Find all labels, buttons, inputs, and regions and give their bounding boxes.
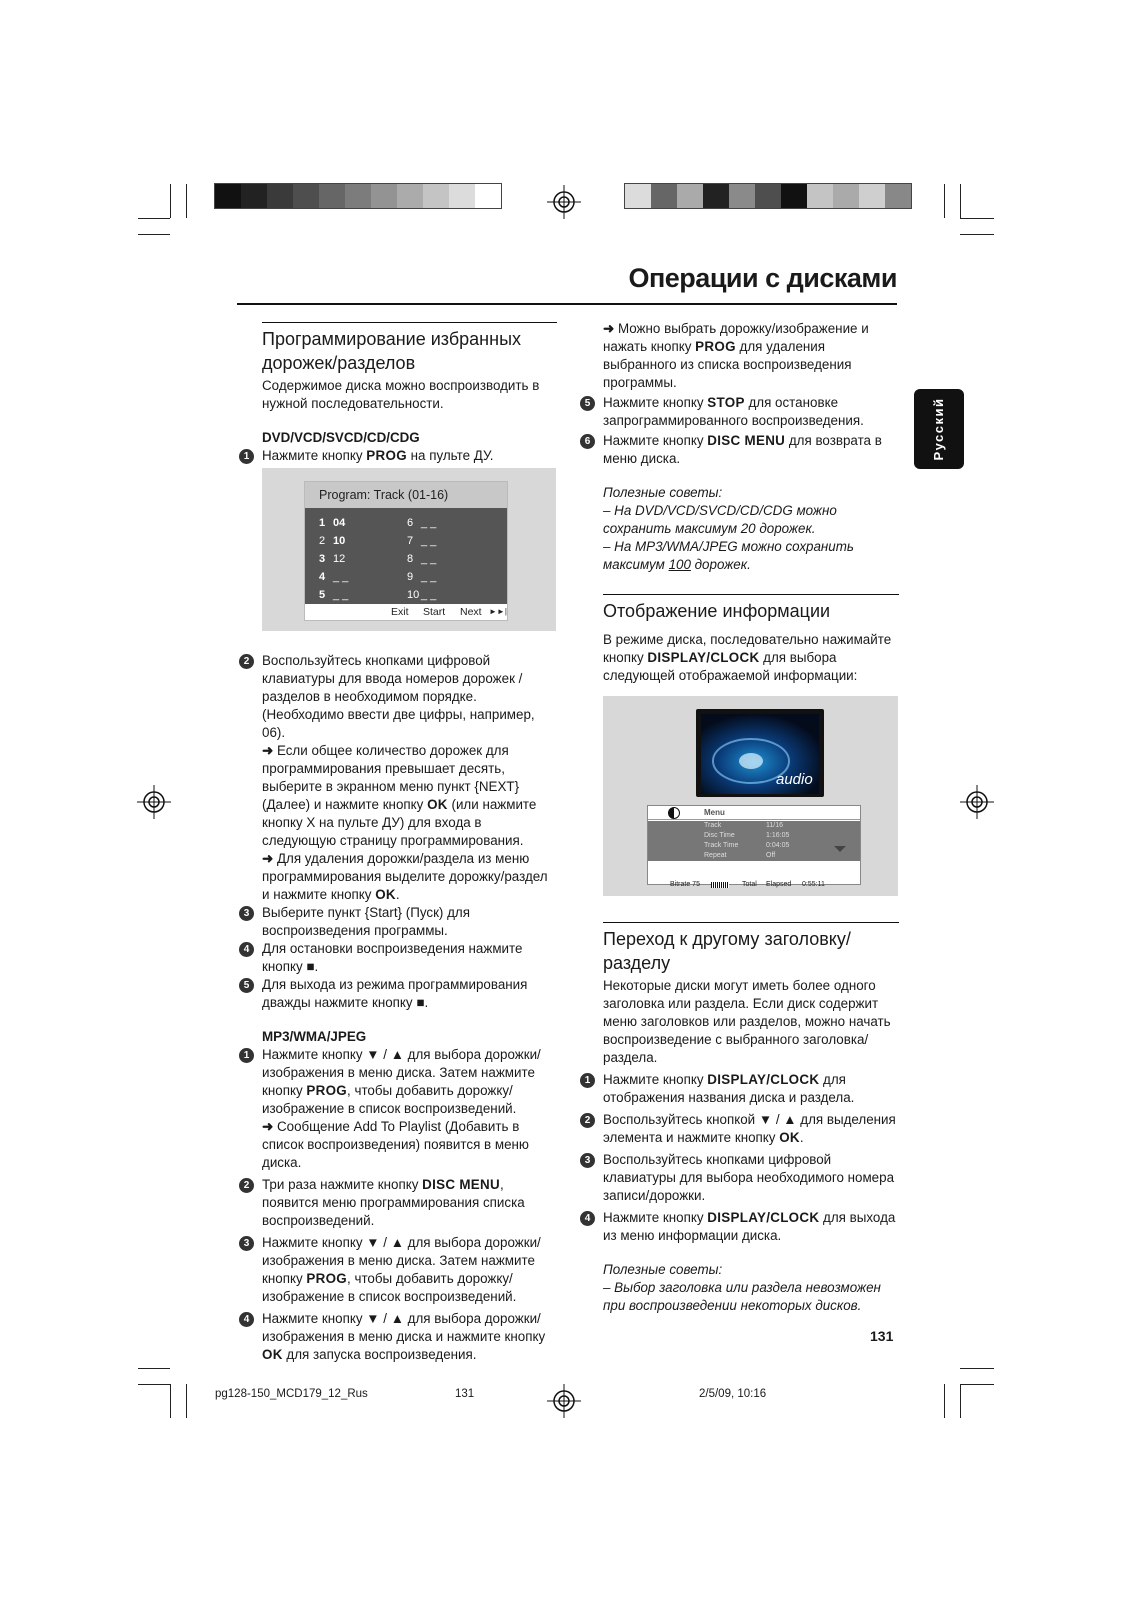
step-text: Для остановки воспроизведения нажмите кнопку ■. xyxy=(262,941,523,974)
crop-mark xyxy=(944,184,945,218)
tip-number: 100 xyxy=(668,557,691,572)
step-number-icon: 4 xyxy=(239,1312,254,1327)
color-swatch xyxy=(859,184,885,208)
program-slot-value: _ _ xyxy=(421,517,437,529)
program-slot-value: _ _ xyxy=(333,589,349,601)
color-swatch xyxy=(703,184,729,208)
program-slot-number: 9 xyxy=(407,571,414,583)
key-display-clock: DISPLAY/CLOCK xyxy=(647,650,760,665)
program-list-right xyxy=(407,514,436,604)
color-swatch xyxy=(781,184,807,208)
footer-file: pg128-150_MCD179_12_Rus xyxy=(215,1388,368,1400)
color-swatch xyxy=(293,184,319,208)
key-prog: PROG xyxy=(306,1083,348,1098)
next-button[interactable]: Next xyxy=(460,606,482,618)
crop-mark xyxy=(138,1384,170,1385)
program-slot-number: 3 xyxy=(319,553,326,565)
step-number-icon: 5 xyxy=(580,396,595,411)
step-number-icon: 2 xyxy=(239,654,254,669)
info-text xyxy=(603,631,899,685)
tips-title: Полезные советы: xyxy=(603,485,723,500)
info-menu-header xyxy=(648,806,860,820)
step-text: Нажмите кнопку xyxy=(603,433,708,448)
color-swatch xyxy=(833,184,859,208)
program-slot-value: 12 xyxy=(333,553,346,565)
info-screen-panel xyxy=(603,696,898,896)
crop-mark xyxy=(960,184,961,218)
crop-mark xyxy=(138,218,170,219)
crop-mark xyxy=(186,184,187,218)
program-list-left xyxy=(319,514,348,604)
program-slot-value: _ _ xyxy=(421,535,437,547)
color-swatch xyxy=(885,184,911,208)
tip-text: дорожек. xyxy=(690,557,751,572)
step-text: Три раза нажмите кнопку xyxy=(262,1177,423,1192)
language-tab-label: Русский xyxy=(931,397,946,461)
registration-mark-icon xyxy=(960,785,994,819)
program-slot-number: 1 xyxy=(319,517,326,529)
step-number-icon: 6 xyxy=(580,434,595,449)
info-text-part: для выбора следующей отображаемой информации: xyxy=(603,650,858,683)
arrow-icon: ➜ xyxy=(262,851,277,866)
section-title-line: дорожек/разделов xyxy=(262,353,416,373)
left-column-steps xyxy=(243,652,557,1364)
step-text: Выберите пункт {Start} (Пуск) для воспроизведения программы. xyxy=(262,905,470,938)
info-menu-rows xyxy=(648,821,860,861)
color-swatch xyxy=(449,184,475,208)
step-text: Нажмите кнопку ▼ / ▲ для выбора дорожки/ изображения в меню диска. Затем нажмите кнопку xyxy=(262,1235,541,1286)
mp3-step-2 xyxy=(243,1176,557,1230)
program-screen-title: Program: Track (01-16) xyxy=(305,482,507,508)
key-ok: OK xyxy=(375,887,396,902)
registration-mark-icon xyxy=(547,185,581,219)
menu-icon xyxy=(668,807,680,819)
bitrate-label: Bitrate 75 xyxy=(670,881,700,888)
next-icon: ►►| xyxy=(489,607,507,616)
step-text: для запуска воспроизведения. xyxy=(282,1347,477,1362)
key-prog: PROG xyxy=(366,448,407,463)
step-4 xyxy=(243,940,557,976)
menu-label: Menu xyxy=(704,808,725,817)
program-slot-value: 10 xyxy=(333,535,346,547)
crop-mark xyxy=(960,1384,961,1418)
step-text: Воспользуйтесь кнопками цифровой клавиатуры для выбора необходимого номера записи/дорожки. xyxy=(603,1152,895,1203)
step-text: Нажмите кнопку xyxy=(603,395,708,410)
goto-step-1 xyxy=(584,1071,899,1107)
goto-step-2 xyxy=(584,1111,899,1147)
info-row xyxy=(648,841,860,851)
goto-intro: Некоторые диски могут иметь более одного заголовка или раздела. Если диск содержит меню заголовков или разделов, можно начать воспроизведение с выбранного заголовка/раздела. xyxy=(603,978,891,1065)
program-slot-number: 7 xyxy=(407,535,414,547)
goto-step-3 xyxy=(584,1151,899,1205)
program-row[interactable] xyxy=(407,550,436,568)
program-slot-number: 5 xyxy=(319,589,326,601)
step-5-right xyxy=(584,394,899,430)
note-text: . xyxy=(395,887,400,902)
step-text: для остановке запрограммированного воспроизведения. xyxy=(603,395,864,428)
section-title-line: разделу xyxy=(603,953,671,973)
right-column-goto xyxy=(584,922,899,1315)
program-slot-number: 8 xyxy=(407,553,414,565)
program-slot-value: _ _ xyxy=(421,589,437,601)
step-text: Воспользуйтесь кнопкой ▼ / ▲ для выделения элемента и нажмите кнопку xyxy=(603,1112,896,1145)
key-disc-menu: DISC MENU xyxy=(707,433,786,448)
step-5 xyxy=(243,976,557,1012)
info-text-part: В режиме диска, последовательно нажимайте кнопку xyxy=(603,632,892,665)
footer-date: 2/5/09, 10:16 xyxy=(699,1388,767,1400)
arrow-icon: ➜ xyxy=(262,743,277,758)
program-screen-buttons xyxy=(305,604,507,620)
step-text: для отображения названия диска и раздела. xyxy=(603,1072,855,1105)
program-row[interactable] xyxy=(319,550,348,568)
info-row xyxy=(648,821,860,831)
key-ok: OK xyxy=(779,1130,800,1145)
crop-mark xyxy=(960,1384,994,1385)
program-slot-number: 2 xyxy=(319,535,326,547)
color-swatch xyxy=(215,184,241,208)
color-swatch xyxy=(267,184,293,208)
intro-text: Содержимое диска можно воспроизводить в нужной последовательности. xyxy=(262,378,540,411)
note-text: для удаления выбранного из списка воспроизведения программы. xyxy=(603,339,852,390)
step-number-icon: 3 xyxy=(239,1236,254,1251)
crop-mark xyxy=(170,184,171,218)
program-row[interactable] xyxy=(407,568,436,586)
info-row-label: Disc Time xyxy=(704,832,735,839)
right-column xyxy=(584,320,899,685)
color-bar-right xyxy=(624,183,912,209)
subhead-mp3: MP3/WMA/JPEG xyxy=(262,1029,367,1044)
program-screen-panel xyxy=(262,468,556,631)
info-row-label: Track Time xyxy=(704,842,739,849)
registration-mark-icon xyxy=(137,785,171,819)
tip-2 xyxy=(603,538,899,574)
program-row[interactable] xyxy=(407,532,436,550)
section-title-goto xyxy=(603,922,899,975)
note-delete xyxy=(262,850,557,904)
color-swatch xyxy=(729,184,755,208)
key-prog: PROG xyxy=(306,1271,348,1286)
info-row-label: Repeat xyxy=(704,852,727,859)
section-title-info: Отображение информации xyxy=(603,594,899,623)
step-text: , появится меню программирования списка воспроизведений. xyxy=(262,1177,525,1228)
mp3-step-4 xyxy=(243,1310,557,1364)
program-slot-number: 6 xyxy=(407,517,414,529)
step-number-icon: 4 xyxy=(580,1211,595,1226)
step-number-icon: 1 xyxy=(239,449,254,464)
crop-mark xyxy=(944,1384,945,1418)
program-row[interactable] xyxy=(319,586,348,604)
step-text: , чтобы добавить дорожку/ изображение в список воспроизведений. xyxy=(262,1083,517,1116)
step-text: Воспользуйтесь кнопками цифровой клавиатуры для ввода номеров дорожек /разделов в необходимом порядке. (Необходимо ввести две цифры, например, 06). xyxy=(262,653,535,740)
color-swatch xyxy=(345,184,371,208)
step-text: Нажмите кнопку xyxy=(603,1072,708,1087)
step-text: для возврата в меню диска. xyxy=(603,433,882,466)
goto-step-4 xyxy=(584,1209,899,1245)
info-row-value: 0:04:05 xyxy=(766,842,790,849)
step-6-right xyxy=(584,432,899,468)
step-number-icon: 2 xyxy=(239,1178,254,1193)
program-screen xyxy=(304,481,508,621)
info-row xyxy=(648,851,860,861)
info-row-value: Off xyxy=(766,852,776,859)
program-slot-number: 10 xyxy=(407,589,420,601)
color-bar-left xyxy=(214,183,502,209)
tips-block xyxy=(603,484,899,574)
key-ok: OK xyxy=(262,1347,283,1362)
note-next-page xyxy=(262,742,557,850)
step-text: Нажмите кнопку xyxy=(603,1210,708,1225)
program-row[interactable] xyxy=(407,586,436,604)
info-row-value: 1:16:05 xyxy=(766,832,790,839)
step-text: для выхода из меню информации диска. xyxy=(603,1210,896,1243)
subhead-dvd: DVD/VCD/SVCD/CD/CDG xyxy=(262,430,420,445)
color-swatch xyxy=(807,184,833,208)
program-row[interactable] xyxy=(319,568,348,586)
key-display-clock: DISPLAY/CLOCK xyxy=(707,1072,820,1087)
bitrate-bar xyxy=(711,882,729,888)
program-slot-value: _ _ xyxy=(421,571,437,583)
step-number-icon: 1 xyxy=(580,1073,595,1088)
note-text: Для удаления дорожки/раздела из меню программирования выделите дорожку/раздел и нажмите кнопку xyxy=(262,851,548,902)
crop-mark xyxy=(960,234,994,235)
mp3-step-1 xyxy=(243,1046,557,1118)
crop-mark xyxy=(960,218,994,219)
crop-mark xyxy=(186,1384,187,1418)
info-menu xyxy=(647,805,861,888)
registration-mark-icon xyxy=(547,1384,581,1418)
crop-mark xyxy=(138,234,170,235)
step-text: на пульте ДУ. xyxy=(406,448,494,463)
color-swatch xyxy=(397,184,423,208)
key-display-clock: DISPLAY/CLOCK xyxy=(707,1210,820,1225)
note-text: (или нажмите кнопку X на пульте ДУ) для входа в следующую страницу программирования. xyxy=(262,797,537,848)
note-text: Сообщение Add To Playlist (Добавить в список воспроизведения) появится в меню диска. xyxy=(262,1119,529,1170)
scroll-down-icon xyxy=(834,846,846,852)
color-swatch xyxy=(241,184,267,208)
section-title-programming xyxy=(262,322,557,375)
color-swatch xyxy=(423,184,449,208)
color-swatch xyxy=(319,184,345,208)
step-text: Нажмите кнопку xyxy=(262,448,367,463)
step-number-icon: 1 xyxy=(239,1048,254,1063)
tips-title: Полезные советы: xyxy=(603,1262,723,1277)
step-text: Нажмите кнопку ▼ / ▲ для выбора дорожки/ изображения в меню диска и нажмите кнопку xyxy=(262,1311,546,1344)
crop-mark xyxy=(170,1384,171,1418)
color-swatch xyxy=(475,184,501,208)
step-number-icon: 2 xyxy=(580,1113,595,1128)
arrow-icon: ➜ xyxy=(262,1119,277,1134)
key-prog: PROG xyxy=(695,339,736,354)
step-2 xyxy=(243,652,557,742)
tips-block-2 xyxy=(603,1261,899,1315)
mp3-step-3 xyxy=(243,1234,557,1306)
arrow-icon: ➜ xyxy=(603,321,618,336)
color-swatch xyxy=(651,184,677,208)
tip-text: – Выбор заголовка или раздела невозможен при воспроизведении некоторых дисков. xyxy=(603,1280,881,1313)
step-text: . xyxy=(799,1130,804,1145)
program-row[interactable] xyxy=(319,514,348,532)
tip-text: – На MP3/WMA/JPEG можно сохранить максимум xyxy=(603,539,854,572)
disc-art-icon xyxy=(696,709,824,797)
step-text: Нажмите кнопку ▼ / ▲ для выбора дорожки/ изображения в меню диска. Затем нажмите кнопку xyxy=(262,1047,541,1098)
color-swatch xyxy=(677,184,703,208)
exit-button[interactable]: Exit xyxy=(391,606,409,618)
note-text: Если общее количество дорожек для программирования превышает десять, выберите в экранном меню пункт {NEXT} (Далее) и нажмите кнопку xyxy=(262,743,520,812)
crop-mark xyxy=(960,1368,994,1369)
program-slot-value: _ _ xyxy=(333,571,349,583)
title-rule xyxy=(237,303,897,305)
section-title-line: Переход к другому заголовку/ xyxy=(603,929,851,949)
step-number-icon: 4 xyxy=(239,942,254,957)
note-remove xyxy=(603,320,899,392)
language-tab xyxy=(914,389,964,469)
step-number-icon: 3 xyxy=(239,906,254,921)
info-row-value: 11/16 xyxy=(766,822,783,829)
elapsed-label: Elapsed xyxy=(766,881,792,888)
note-add-playlist xyxy=(262,1118,557,1172)
color-swatch xyxy=(625,184,651,208)
program-row[interactable] xyxy=(407,514,436,532)
footer-page: 131 xyxy=(455,1388,475,1400)
step-number-icon: 5 xyxy=(239,978,254,993)
step-number-icon: 3 xyxy=(580,1153,595,1168)
program-slot-value: _ _ xyxy=(421,553,437,565)
color-swatch xyxy=(755,184,781,208)
page-title: Операции с дисками xyxy=(628,263,897,293)
step-3 xyxy=(243,904,557,940)
program-slot-number: 4 xyxy=(319,571,326,583)
step-text: Для выхода из режима программирования дважды нажмите кнопку ■. xyxy=(262,977,528,1010)
crop-mark xyxy=(138,1368,170,1369)
start-button[interactable]: Start xyxy=(423,606,446,618)
section-title-line: Программирование избранных xyxy=(262,329,522,349)
key-disc-menu: DISC MENU xyxy=(422,1177,500,1192)
step-1 xyxy=(243,447,557,465)
program-row[interactable] xyxy=(319,532,348,550)
total-label: Total xyxy=(742,881,757,888)
info-row-label: Track xyxy=(704,822,722,829)
info-row xyxy=(648,831,860,841)
color-swatch xyxy=(371,184,397,208)
disc-label: audio xyxy=(776,771,813,788)
note-text: Можно выбрать дорожку/изображение и нажать кнопку xyxy=(603,321,869,354)
left-column xyxy=(243,322,557,465)
key-stop: STOP xyxy=(707,395,745,410)
tip-1: – На DVD/VCD/SVCD/CD/CDG можно сохранить максимум 20 дорожек. xyxy=(603,503,837,536)
key-ok: OK xyxy=(427,797,448,812)
elapsed-time: 0:55:11 xyxy=(802,881,825,888)
disc-image xyxy=(696,709,824,797)
page-number: 131 xyxy=(870,1328,894,1344)
step-text: , чтобы добавить дорожку/ изображение в список воспроизведений. xyxy=(262,1271,517,1304)
program-slot-value: 04 xyxy=(333,517,346,529)
